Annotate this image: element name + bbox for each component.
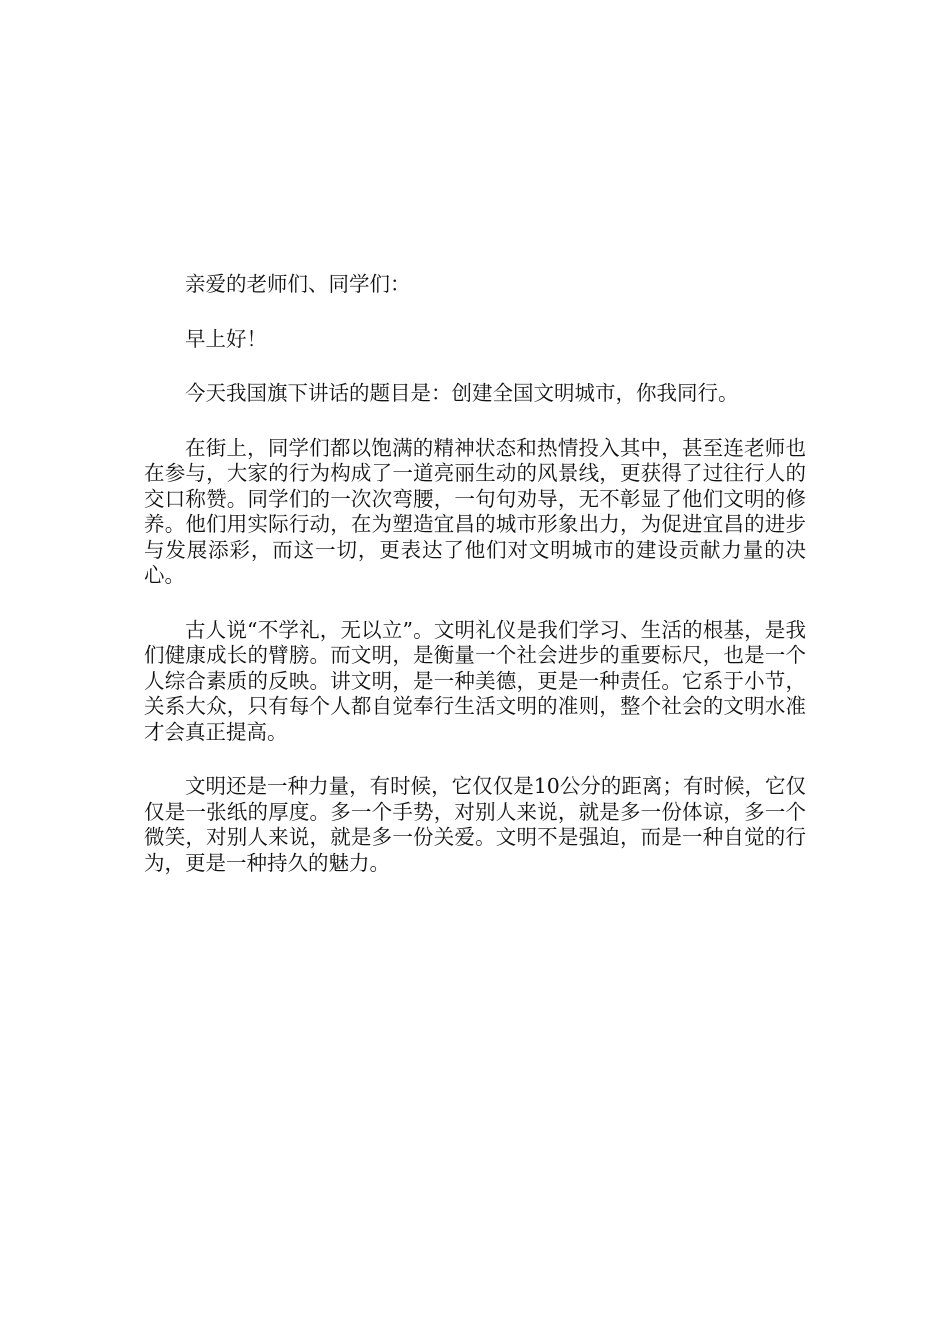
street-activity-paragraph: 在街上，同学们都以饱满的精神状态和热情投入其中，甚至连老师也在参与，大家的行为构成了一道亮丽生动的风景线，更获得了过往行人的交口称赞。同学们的一次次弯腰，一句句劝导，无不彰显了他们文明的修养。他们用实际行动，在为塑造宜昌的城市形象出力，为促进宜昌的进步与发展添彩，而这一切，更表达了他们对文明城市的建设贡献力量的决心。 (144, 435, 806, 587)
etiquette-paragraph: 古人说“不学礼，无以立”。文明礼仪是我们学习、生活的根基，是我们健康成长的臂膀。而文明，是衡量一个社会进步的重要标尺，也是一个人综合素质的反映。讲文明，是一种美德，更是一种责任。它系于小节，关系大众，只有每个人都自觉奉行生活文明的准则，整个社会的文明水准才会真正提高。 (144, 617, 806, 744)
salutation-line: 早上好！ (185, 326, 267, 351)
speech-topic-paragraph: 今天我国旗下讲话的题目是：创建全国文明城市，你我同行。 (185, 381, 739, 405)
speech-body (144, 272, 806, 876)
greeting-line: 亲爱的老师们、同学们： (185, 272, 411, 296)
civility-power-paragraph: 文明还是一种力量，有时候，它仅仅是10公分的距离；有时候，它仅仅是一张纸的厚度。多一个手势，对别人来说，就是多一份体谅，多一个微笑，对别人来说，就是多一份关爱。文明不是强迫，而是一种自觉的行为，更是一种持久的魅力。 (144, 774, 806, 875)
